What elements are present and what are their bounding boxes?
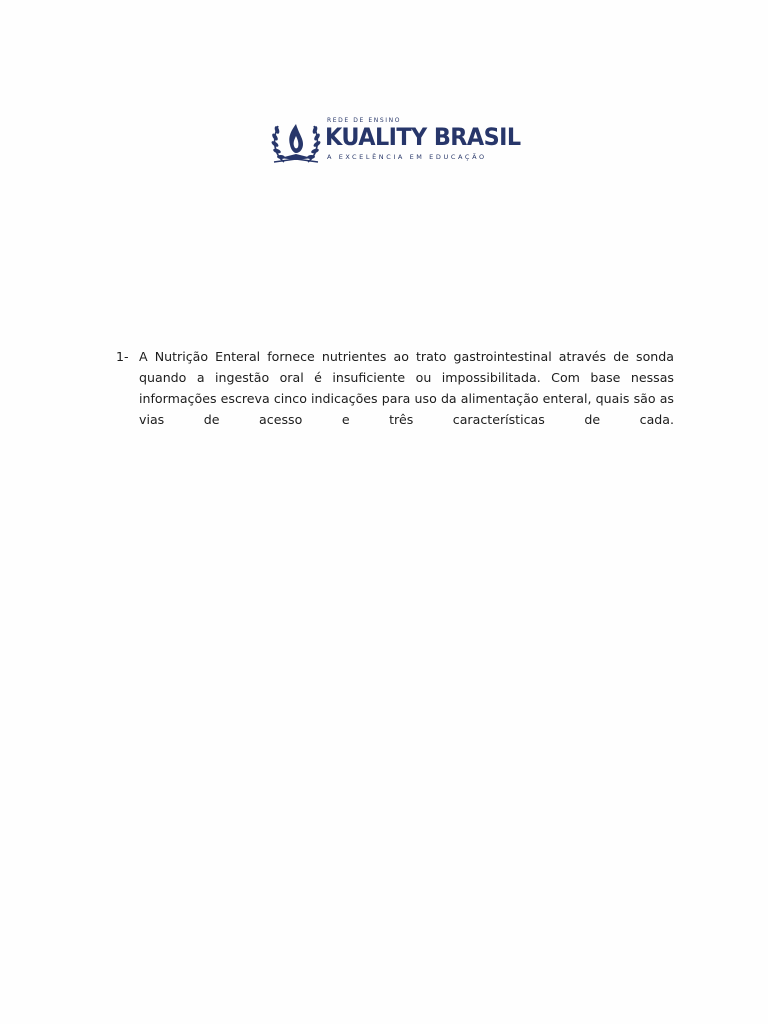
question-number: 1- bbox=[116, 349, 129, 364]
logo-tagline: A EXCELÊNCIA EM EDUCAÇÃO bbox=[327, 153, 487, 161]
logo bbox=[270, 116, 521, 166]
logo-brand-name: KUALITY BRASIL bbox=[325, 123, 521, 151]
logo-subtitle: REDE DE ENSINO bbox=[327, 117, 402, 124]
question-item bbox=[116, 346, 674, 430]
question-text: A Nutrição Enteral fornece nutrientes ao trato gastrointestinal através de sonda quando a ingestão oral é insuficiente ou impossibilitada. Com base nessas informações escreva cinco indicações para uso da alimentação enteral, quais são as vias de acesso e três características de cada. bbox=[139, 349, 674, 427]
laurel-flame-icon bbox=[270, 118, 324, 164]
